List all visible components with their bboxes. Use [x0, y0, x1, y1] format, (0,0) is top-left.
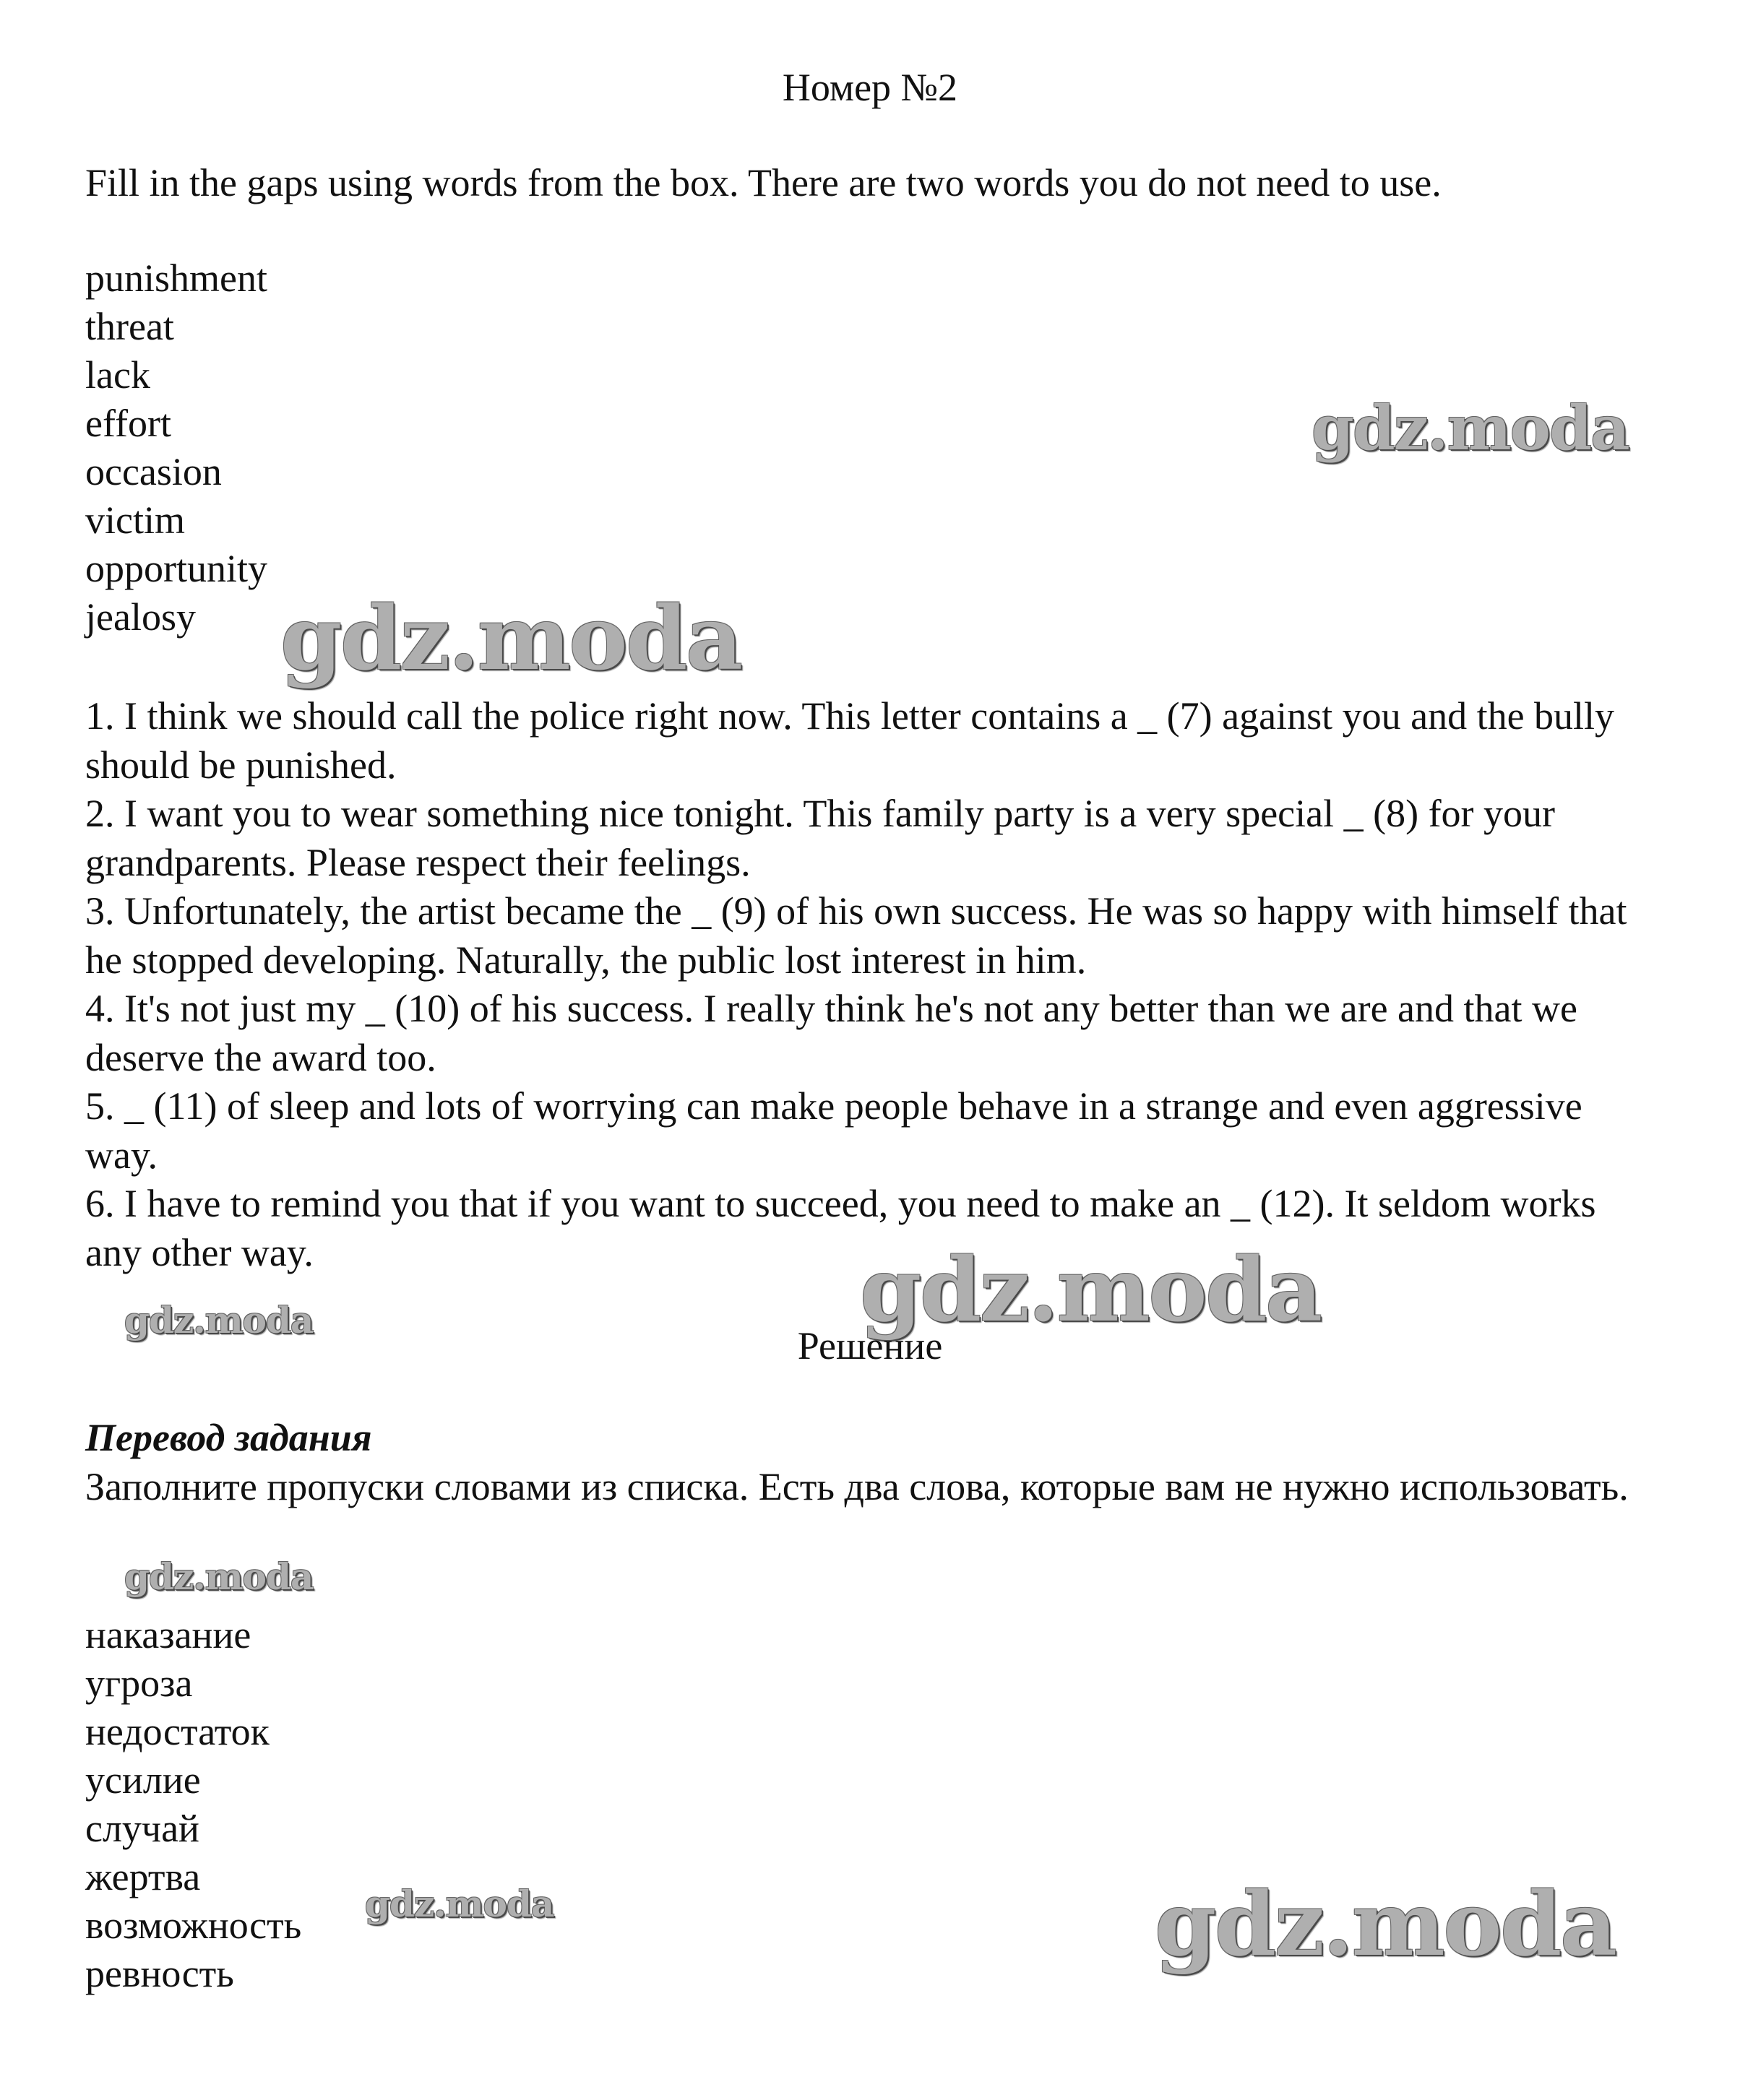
word-item: jealosy: [85, 595, 196, 639]
translated-word-item: недостаток: [85, 1710, 270, 1753]
word-item: victim: [85, 498, 185, 542]
word-item: opportunity: [85, 547, 267, 590]
translated-word-item: угроза: [85, 1662, 193, 1705]
translated-word-item: жертва: [85, 1855, 201, 1898]
word-item: occasion: [85, 450, 222, 493]
word-item: effort: [85, 402, 171, 445]
translation-text: Заполните пропуски словами из списка. Есть два слова, которые вам не нужно использовать.: [85, 1465, 1629, 1508]
word-item: lack: [85, 353, 150, 397]
task-instruction: Fill in the gaps using words from the box. There are two words you do not need to use.: [85, 161, 1442, 204]
word-box: [85, 254, 267, 641]
watermark-logo: gdz.moda: [280, 586, 741, 690]
sentence-item: 1. I think we should call the police right now. This letter contains a _ (7) against you and the bully should be punished.: [85, 694, 1615, 787]
translated-word-item: наказание: [85, 1613, 251, 1656]
sentence-item: 4. It's not just my _ (10) of his success. I really think he's not any better than we are and that we deserve the award too.: [85, 987, 1577, 1079]
sentence-item: 5. _ (11) of sleep and lots of worrying can make people behave in a strange and even aggressive way.: [85, 1084, 1582, 1177]
watermark-logo: gdz.moda: [124, 1555, 314, 1598]
translated-word-item: возможность: [85, 1904, 302, 1947]
translated-word-item: ревность: [85, 1952, 234, 1995]
word-item: threat: [85, 305, 174, 348]
watermark-logo: gdz.moda: [1155, 1872, 1616, 1976]
page-title: Номер №2: [782, 66, 958, 109]
word-item: punishment: [85, 256, 267, 300]
sentence-item: 3. Unfortunately, the artist became the _ (9) of his own success. He was so happy with himself that he stopped developing. Naturally, the public lost interest in him.: [85, 889, 1627, 982]
translated-word-list: [85, 1611, 301, 1998]
exercise-sentences: [85, 692, 1661, 1277]
watermark-logo: gdz.moda: [365, 1883, 554, 1925]
watermark-logo: gdz.moda: [1312, 392, 1629, 464]
solution-label: Решение: [797, 1324, 943, 1367]
watermark-logo: gdz.moda: [860, 1237, 1321, 1341]
watermark-logo: gdz.moda: [124, 1299, 314, 1341]
translated-word-item: случай: [85, 1807, 199, 1850]
sentence-item: 6. I have to remind you that if you want to succeed, you need to make an _ (12). It seldom works any other way.: [85, 1182, 1596, 1274]
translation-heading: Перевод задания: [85, 1416, 372, 1459]
sentence-item: 2. I want you to wear something nice tonight. This family party is a very special _ (8) for your grandparents. Please respect their feelings.: [85, 792, 1556, 884]
translated-word-item: усилие: [85, 1758, 201, 1802]
